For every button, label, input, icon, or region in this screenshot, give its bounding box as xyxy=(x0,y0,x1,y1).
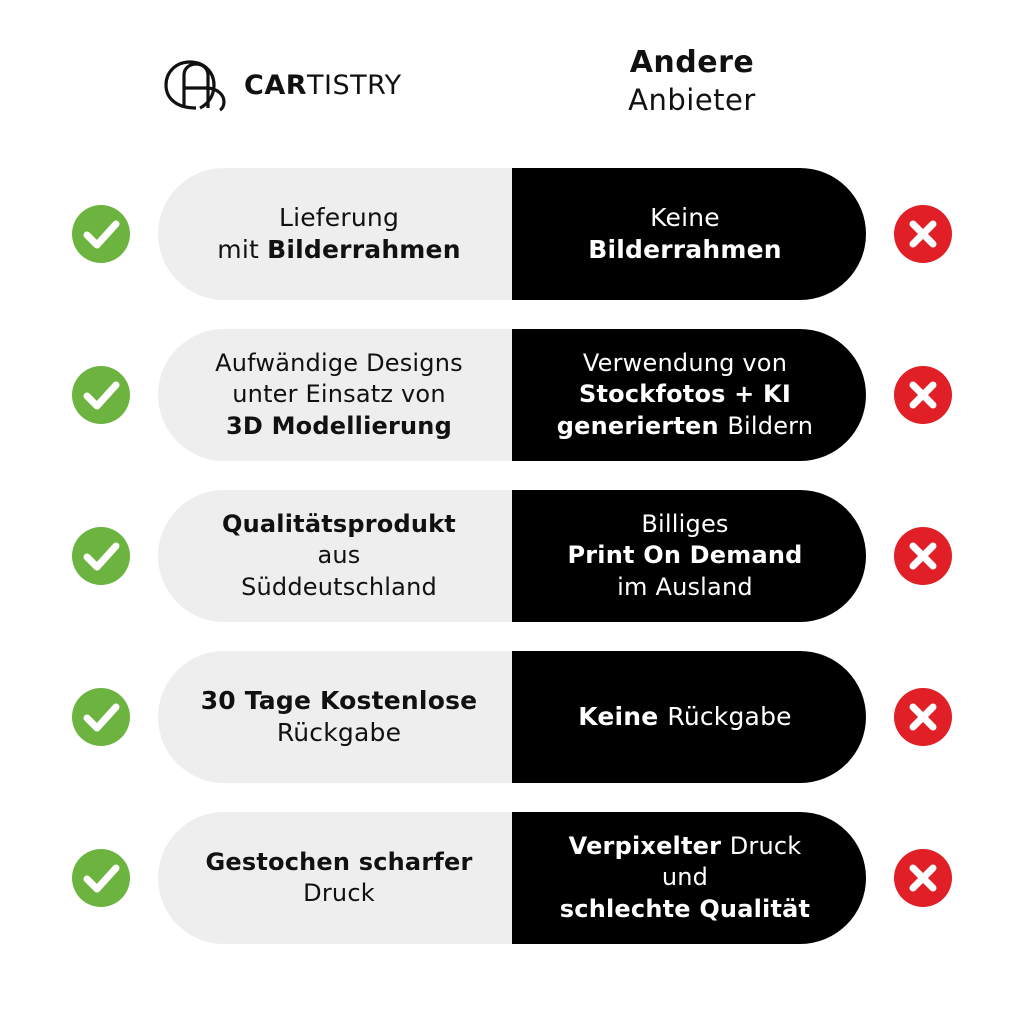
comparison-rows xyxy=(0,168,1024,973)
green-check-circle-icon xyxy=(72,366,130,424)
competitor-cell xyxy=(512,651,866,783)
comparison-row xyxy=(0,490,1024,622)
cartistry-cell xyxy=(158,329,512,461)
competitor-cell xyxy=(512,168,866,300)
competitor-title-line2: Anbieter xyxy=(628,83,756,118)
green-check-circle-icon xyxy=(72,688,130,746)
cartistry-cell xyxy=(158,651,512,783)
competitor-cell xyxy=(512,812,866,944)
cartistry-cell xyxy=(158,490,512,622)
red-cross-circle-icon xyxy=(894,688,952,746)
brand-logo xyxy=(160,58,560,112)
cartistry-cell-text: Gestochen scharfer Druck xyxy=(205,847,473,907)
cartistry-cell-text: Aufwändige Designs unter Einsatz von 3D Modellierung xyxy=(215,349,463,440)
red-cross-circle-icon xyxy=(894,527,952,585)
cartistry-cell xyxy=(158,812,512,944)
competitor-cell-text: Verwendung von Stockfotos + KI generierten Bildern xyxy=(556,349,814,440)
cartistry-monogram-icon xyxy=(160,58,234,112)
comparison-row xyxy=(0,812,1024,944)
cartistry-cell xyxy=(158,168,512,300)
competitor-cell-text: Verpixelter Druck und schlechte Qualität xyxy=(559,832,811,923)
brand-name-light: TISTRY xyxy=(307,69,402,101)
cartistry-cell-text: 30 Tage Kostenlose Rückgabe xyxy=(200,685,478,747)
red-cross-circle-icon xyxy=(894,205,952,263)
red-cross-circle-icon xyxy=(894,366,952,424)
brand-name-bold: CAR xyxy=(244,69,308,101)
competitor-cell xyxy=(512,490,866,622)
cartistry-cell-text: Qualitätsprodukt aus Süddeutschland xyxy=(222,510,456,601)
green-check-circle-icon xyxy=(72,527,130,585)
competitor-title xyxy=(512,44,872,120)
comparison-row xyxy=(0,329,1024,461)
competitor-title-line1: Andere xyxy=(629,45,755,80)
header xyxy=(0,40,1024,150)
brand-wordmark xyxy=(244,70,402,101)
competitor-cell-text: Billiges Print On Demand im Ausland xyxy=(567,510,803,601)
green-check-circle-icon xyxy=(72,849,130,907)
comparison-row xyxy=(0,168,1024,300)
competitor-cell-text: Keine Bilderrahmen xyxy=(588,202,782,264)
cartistry-cell-text: Lieferung mit Bilderrahmen xyxy=(217,202,461,264)
green-check-circle-icon xyxy=(72,205,130,263)
comparison-row xyxy=(0,651,1024,783)
competitor-cell xyxy=(512,329,866,461)
red-cross-circle-icon xyxy=(894,849,952,907)
competitor-cell-text: Keine Rückgabe xyxy=(578,701,792,731)
